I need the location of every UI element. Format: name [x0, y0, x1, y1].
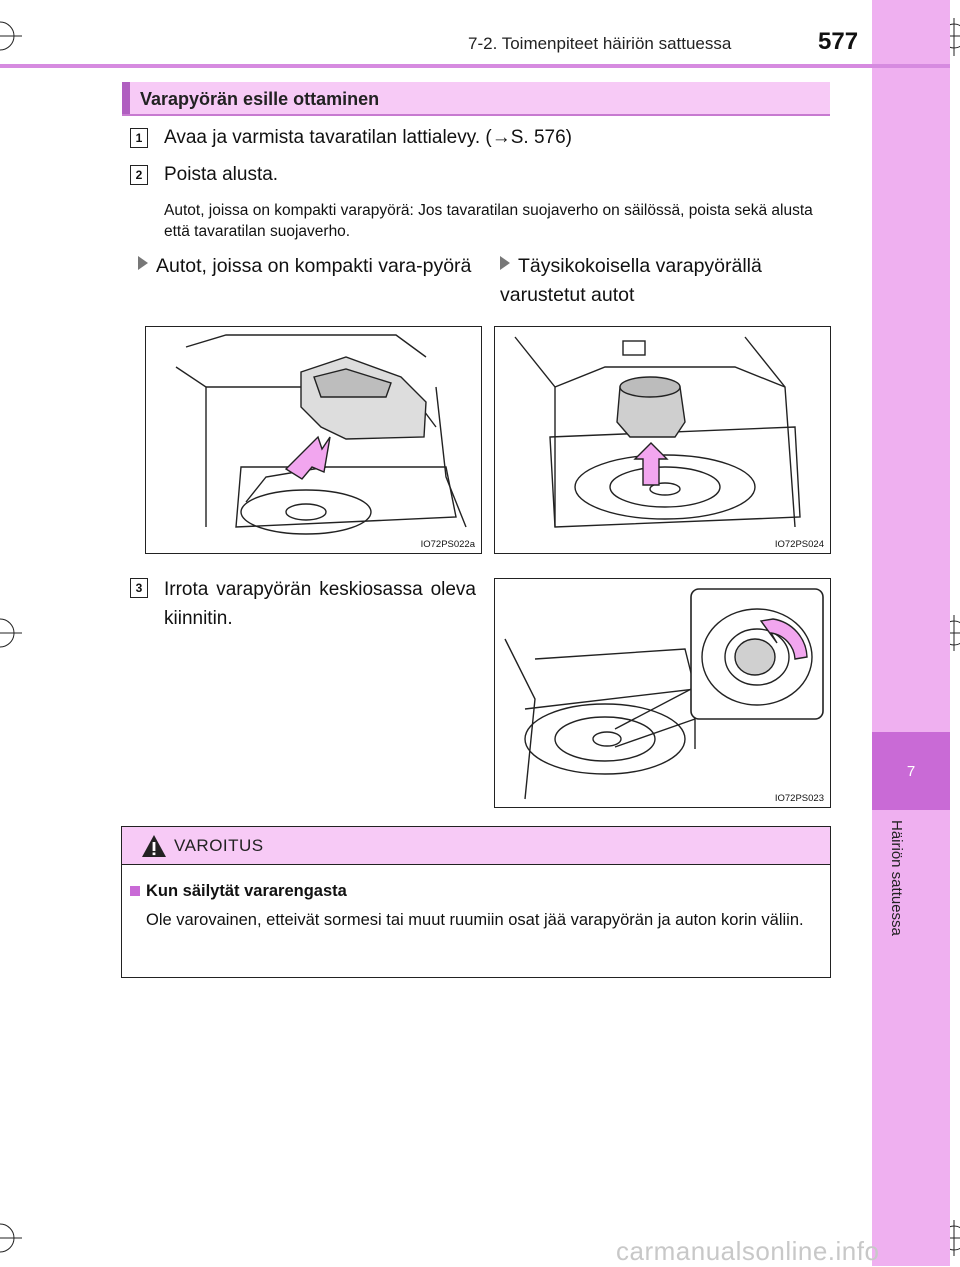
- header-section-title: 7-2. Toimenpiteet häiriön sattuessa: [468, 34, 732, 53]
- page-number: 577: [818, 28, 859, 55]
- warning-title: VAROITUS: [174, 836, 264, 855]
- step-2-note: Autot, joissa on kompakti varapyörä: Jos tavaratilan suojaverho on säilössä, poista sekä alusta että tavaratilan suojaverho.: [164, 202, 813, 240]
- step-number-3: 3: [130, 578, 148, 598]
- step-1-text: Avaa ja varmista tavaratilan lattialevy. (→S. 576): [164, 127, 572, 148]
- step-2-text: Poista alusta.: [164, 164, 279, 185]
- chapter-number-tab: 7: [872, 732, 950, 810]
- watermark: carmanualsonline.info: [616, 1236, 880, 1266]
- bullet-square-icon: [130, 886, 140, 896]
- figure-compact-spare: [145, 326, 482, 554]
- trunk-illustration-fullsize: [495, 327, 831, 554]
- warning-body: Ole varovainen, etteivät sormesi tai muut ruumiin osat jää varapyörän ja auton korin väliin.: [146, 911, 804, 929]
- subheading-fullsize: Täysikokoisella varapyörällä varustetut autot: [500, 255, 762, 306]
- step-number-2: 2: [130, 165, 148, 185]
- figure-code: IO72PS022a: [420, 539, 475, 550]
- warning-subtitle: Kun säilytät vararengasta: [146, 882, 347, 900]
- warning-triangle-icon: [140, 833, 168, 859]
- step-3-text: Irrota varapyörän keskiosassa oleva kiinnitin.: [164, 579, 476, 629]
- figure-code: IO72PS023: [774, 793, 824, 804]
- figure-code: IO72PS024: [774, 539, 824, 550]
- figure-fullsize-spare: [494, 326, 831, 554]
- fastener-illustration: [495, 579, 831, 808]
- side-tab-strip: [872, 0, 950, 1266]
- lift-arrow: [635, 443, 667, 485]
- trunk-illustration-compact: [146, 327, 482, 554]
- lift-arrow: [286, 437, 330, 479]
- warning-header: [122, 827, 830, 865]
- figure-spare-fastener: [494, 578, 831, 808]
- header-rule: [0, 64, 950, 68]
- section-title: Varapyörän esille ottaminen: [140, 89, 380, 109]
- step-number-1: 1: [130, 128, 148, 148]
- chapter-label: Häiriön sattuessa: [888, 820, 905, 936]
- section-title-bar: [122, 82, 830, 116]
- subheading-compact: Autot, joissa on kompakti vara-pyörä: [138, 252, 476, 281]
- warning-box: [121, 826, 831, 978]
